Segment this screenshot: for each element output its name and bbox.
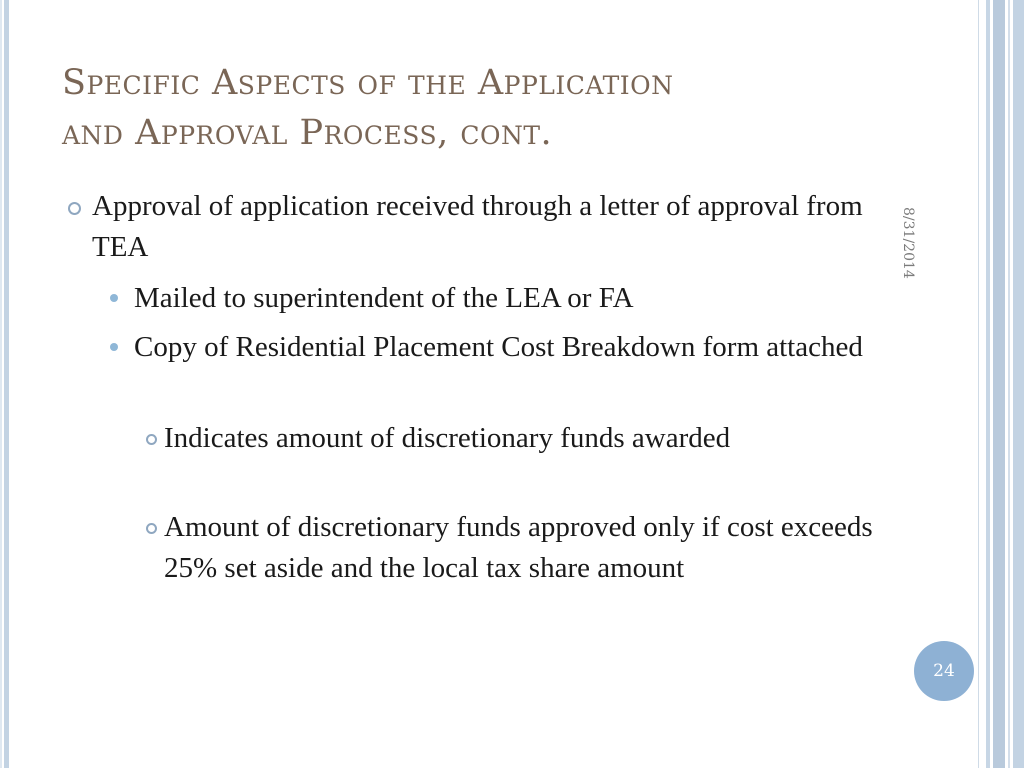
right-decorative-stripe xyxy=(1013,0,1024,768)
page-number: 24 xyxy=(933,661,955,681)
dot-bullet-icon xyxy=(110,294,118,302)
page-number-badge xyxy=(914,641,974,701)
right-decorative-stripe xyxy=(978,0,979,768)
ring-bullet-icon xyxy=(68,202,81,215)
right-decorative-stripe xyxy=(993,0,1005,768)
bullet-item-level-3: Amount of discretionary funds approved only if cost exceeds 25% set aside and the local tax share amount xyxy=(164,511,873,584)
right-decorative-stripe xyxy=(1008,0,1010,768)
slide-title-line-1: Specific Aspects of the Application xyxy=(62,63,674,103)
dot-bullet-icon xyxy=(110,343,118,351)
right-decorative-stripe xyxy=(986,0,990,768)
slide-date: 8/31/2014 xyxy=(900,207,916,279)
slide-title-line-2: and Approval Process, cont. xyxy=(62,113,553,153)
bullet-item-level-3: Indicates amount of discretionary funds awarded xyxy=(164,422,731,454)
bullet-item-level-1: Approval of application received through a letter of approval from TEA xyxy=(92,190,863,263)
slide-title xyxy=(62,58,942,158)
ring-bullet-icon xyxy=(146,523,157,534)
ring-bullet-icon xyxy=(146,434,157,445)
bullet-item-level-2: Copy of Residential Placement Cost Breakdown form attached xyxy=(134,331,863,363)
bullet-item-level-2: Mailed to superintendent of the LEA or FA xyxy=(134,282,634,314)
left-decorative-border xyxy=(0,0,9,768)
